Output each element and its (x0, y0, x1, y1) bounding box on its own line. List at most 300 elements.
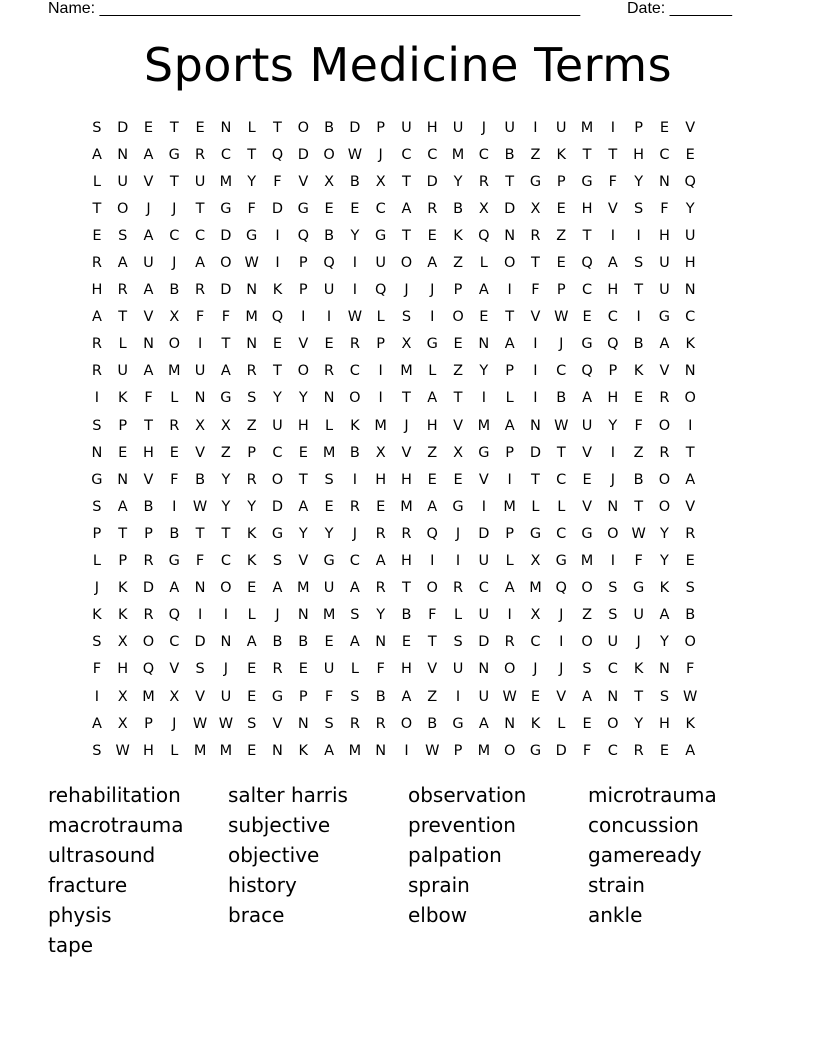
grid-letter: L (350, 661, 359, 678)
grid-letter: M (477, 742, 491, 759)
grid-letter: U (220, 688, 232, 705)
grid-letter: G (271, 688, 284, 705)
grid-letter: I (352, 282, 357, 299)
grid-row (84, 466, 734, 493)
grid-letter: G (555, 553, 567, 570)
grid-letter: Q (142, 661, 155, 678)
grid-letter: M (529, 580, 542, 597)
grid-row (84, 114, 734, 141)
grid-letter: T (273, 119, 282, 136)
grid-letter: Y (221, 471, 231, 488)
grid-letter: N (194, 580, 206, 597)
grid-letter: V (453, 417, 464, 434)
grid-letter: M (322, 607, 336, 624)
grid-letter: L (479, 255, 488, 272)
grid-letter: D (194, 634, 206, 651)
grid-letter: E (479, 309, 489, 326)
grid-letter: G (529, 173, 542, 190)
grid-letter: L (118, 336, 127, 353)
grid-letter: L (505, 553, 514, 570)
grid-letter: N (297, 607, 309, 624)
grid-letter: W (347, 309, 363, 326)
grid-letter: G (220, 390, 232, 407)
grid-letter: Y (273, 390, 282, 407)
grid-letter: U (272, 417, 283, 434)
word-bank-item: palpation (408, 843, 502, 867)
grid-letter: B (324, 227, 335, 244)
grid-letter: X (530, 200, 541, 217)
grid-letter: A (91, 715, 102, 732)
grid-letter: E (556, 255, 566, 272)
grid-letter: V (298, 336, 309, 353)
grid-letter: Z (220, 444, 231, 461)
grid-letter: Y (685, 200, 695, 217)
grid-row (84, 710, 734, 737)
grid-letter: A (143, 282, 154, 299)
grid-letter: V (169, 661, 180, 678)
grid-letter: S (608, 607, 618, 624)
grid-letter: U (504, 119, 515, 136)
grid-letter: H (607, 282, 619, 299)
grid-letter: D (349, 119, 361, 136)
grid-row (84, 141, 734, 168)
grid-letter: G (426, 336, 438, 353)
grid-letter: O (607, 525, 619, 542)
grid-letter: Y (298, 525, 308, 542)
grid-letter: R (143, 553, 154, 570)
grid-letter: F (582, 742, 592, 759)
grid-letter: N (246, 282, 258, 299)
grid-letter: T (505, 309, 515, 326)
grid-letter: O (607, 715, 619, 732)
grid-letter: K (556, 146, 566, 163)
grid-letter: R (659, 444, 670, 461)
grid-row (84, 304, 734, 331)
grid-letter: Q (478, 227, 490, 244)
grid-letter: Y (608, 417, 618, 434)
grid-letter: F (221, 309, 231, 326)
grid-letter: P (247, 444, 257, 461)
grid-letter: J (481, 119, 486, 136)
grid-letter: K (246, 525, 257, 542)
grid-letter: C (530, 634, 541, 651)
grid-letter: K (659, 580, 670, 597)
name-field[interactable]: Name: ______________________________________________________ (48, 0, 581, 17)
grid-letter: D (504, 200, 516, 217)
page-title: Sports Medicine Terms (143, 38, 673, 92)
grid-letter: T (634, 282, 644, 299)
grid-letter: V (582, 498, 592, 515)
grid-letter: R (91, 255, 102, 272)
grid-letter: P (453, 282, 463, 299)
grid-letter: Z (453, 363, 464, 380)
grid-letter: R (659, 390, 670, 407)
grid-letter: G (529, 525, 542, 542)
grid-letter: M (580, 553, 594, 570)
grid-letter: L (170, 390, 179, 407)
grid-letter: E (298, 444, 308, 461)
grid-letter: A (504, 336, 515, 353)
grid-letter: C (659, 146, 670, 163)
grid-letter: F (428, 607, 437, 624)
grid-row (84, 656, 734, 683)
grid-letter: N (478, 336, 490, 353)
grid-letter: U (323, 661, 335, 678)
grid-letter: D (117, 119, 129, 136)
grid-letter: Y (376, 607, 386, 624)
grid-letter: Q (555, 580, 567, 597)
grid-letter: Q (271, 309, 284, 326)
grid-letter: A (375, 553, 386, 570)
grid-letter: H (658, 227, 670, 244)
grid-letter: A (582, 688, 592, 705)
grid-letter: F (144, 390, 153, 407)
grid-letter: K (298, 742, 309, 759)
grid-letter: N (323, 390, 335, 407)
grid-letter: B (504, 146, 515, 163)
grid-letter: I (636, 309, 641, 326)
grid-letter: H (401, 661, 412, 678)
grid-letter: T (273, 363, 282, 380)
grid-letter: P (556, 282, 566, 299)
grid-letter: A (143, 146, 154, 163)
grid-letter: V (272, 715, 283, 732)
grid-letter: E (582, 715, 592, 732)
grid-row (84, 195, 734, 222)
grid-letter: U (117, 173, 128, 190)
word-bank-item: rehabilitation (48, 783, 181, 807)
grid-letter: L (376, 309, 385, 326)
grid-letter: X (530, 553, 541, 570)
grid-letter: U (684, 227, 696, 244)
grid-letter: M (219, 742, 233, 759)
grid-letter: P (118, 417, 128, 434)
grid-letter: B (633, 336, 644, 353)
grid-letter: V (195, 688, 206, 705)
grid-letter: J (404, 282, 409, 299)
grid-row (84, 629, 734, 656)
grid-letter: F (195, 553, 205, 570)
grid-letter: Q (374, 282, 387, 299)
grid-letter: U (659, 255, 670, 272)
grid-row (84, 683, 734, 710)
grid-letter: K (246, 553, 257, 570)
grid-row (84, 493, 734, 520)
grid-letter: C (607, 309, 618, 326)
grid-letter: N (220, 634, 232, 651)
grid-letter: K (633, 363, 644, 380)
grid-letter: E (530, 688, 541, 705)
grid-letter: M (580, 119, 594, 136)
grid-letter: R (349, 498, 360, 515)
grid-letter: X (453, 444, 464, 461)
grid-letter: B (453, 200, 464, 217)
grid-row (84, 249, 734, 276)
grid-letter: N (659, 661, 670, 678)
grid-letter: G (91, 471, 103, 488)
grid-letter: J (146, 200, 151, 217)
grid-letter: C (349, 363, 360, 380)
grid-letter: N (375, 634, 387, 651)
word-bank-item: prevention (408, 813, 516, 837)
grid-letter: U (478, 607, 490, 624)
grid-letter: P (505, 525, 515, 542)
grid-letter: E (324, 634, 334, 651)
grid-letter: B (685, 607, 696, 624)
grid-letter: T (169, 173, 179, 190)
grid-letter: M (219, 173, 233, 190)
grid-letter: M (245, 309, 258, 326)
grid-letter: A (401, 688, 412, 705)
grid-letter: S (350, 688, 360, 705)
grid-letter: R (169, 417, 180, 434)
grid-letter: J (352, 525, 357, 542)
grid-letter: Z (246, 417, 257, 434)
grid-letter: N (684, 363, 696, 380)
grid-letter: S (92, 417, 102, 434)
grid-letter: F (324, 688, 334, 705)
grid-letter: S (92, 742, 102, 759)
grid-letter: S (118, 227, 128, 244)
word-bank-item: tape (48, 933, 94, 957)
grid-letter: A (349, 634, 360, 651)
grid-letter: R (375, 580, 386, 597)
grid-letter: R (349, 336, 360, 353)
grid-letter: R (246, 363, 257, 380)
grid-letter: E (453, 471, 463, 488)
grid-letter: Q (581, 255, 593, 272)
grid-letter: U (659, 282, 670, 299)
grid-letter: Z (453, 255, 464, 272)
grid-letter: T (582, 146, 592, 163)
grid-letter: M (322, 444, 336, 461)
grid-letter: R (685, 525, 696, 542)
grid-letter: N (504, 227, 516, 244)
grid-letter: V (530, 309, 541, 326)
grid-letter: A (195, 255, 206, 272)
grid-letter: S (195, 661, 205, 678)
grid-letter: V (659, 363, 670, 380)
grid-letter: R (91, 363, 102, 380)
grid-letter: X (117, 688, 128, 705)
grid-letter: B (375, 688, 386, 705)
grid-letter: J (275, 607, 280, 624)
grid-letter: H (633, 146, 645, 163)
grid-letter: O (658, 417, 671, 434)
grid-letter: A (246, 634, 257, 651)
grid-letter: D (529, 444, 542, 461)
date-field[interactable]: Date: _______ (627, 0, 732, 17)
grid-letter: L (92, 553, 101, 570)
grid-letter: J (404, 417, 409, 434)
grid-letter: X (220, 417, 231, 434)
grid-letter: X (375, 444, 386, 461)
grid-letter: T (118, 309, 128, 326)
grid-letter: O (581, 580, 593, 597)
grid-letter: Y (247, 498, 257, 515)
grid-letter: B (272, 634, 283, 651)
grid-letter: B (633, 471, 644, 488)
grid-letter: E (247, 661, 257, 678)
grid-letter: R (349, 715, 360, 732)
grid-letter: E (401, 634, 412, 651)
grid-letter: M (400, 498, 413, 515)
grid-letter: H (401, 471, 412, 488)
grid-letter: W (631, 525, 646, 542)
grid-letter: M (193, 742, 207, 759)
grid-letter: P (298, 255, 308, 272)
grid-letter: M (348, 742, 362, 759)
grid-letter: N (117, 471, 129, 488)
grid-letter: B (298, 634, 309, 651)
grid-letter: B (195, 471, 206, 488)
grid-letter: S (247, 715, 257, 732)
grid-letter: Y (634, 715, 644, 732)
grid-letter: D (271, 200, 284, 217)
grid-letter: L (247, 607, 256, 624)
grid-letter: I (352, 471, 357, 488)
grid-letter: N (297, 715, 309, 732)
grid-letter: G (297, 200, 309, 217)
grid-letter: I (610, 553, 615, 570)
grid-letter: X (169, 309, 180, 326)
grid-letter: U (607, 634, 619, 651)
grid-letter: V (195, 444, 206, 461)
grid-letter: E (582, 471, 592, 488)
grid-letter: H (426, 417, 438, 434)
grid-letter: X (169, 688, 180, 705)
grid-letter: P (298, 282, 308, 299)
grid-letter: C (349, 553, 360, 570)
grid-letter: L (557, 715, 566, 732)
grid-letter: S (634, 200, 644, 217)
grid-letter: R (246, 471, 257, 488)
grid-letter: H (91, 282, 103, 299)
grid-letter: A (659, 607, 670, 624)
grid-letter: T (685, 444, 695, 461)
grid-letter: O (503, 255, 516, 272)
grid-letter: K (685, 715, 695, 732)
grid-letter: E (92, 227, 102, 244)
grid-letter: U (478, 553, 490, 570)
grid-letter: W (554, 417, 569, 434)
grid-row (84, 575, 734, 602)
grid-letter: T (582, 227, 592, 244)
grid-letter: H (143, 742, 154, 759)
grid-letter: C (685, 309, 696, 326)
grid-letter: G (323, 553, 335, 570)
grid-letter: G (658, 309, 671, 326)
grid-letter: O (168, 336, 180, 353)
grid-letter: Y (221, 498, 231, 515)
grid-letter: X (117, 634, 128, 651)
grid-letter: L (92, 173, 101, 190)
grid-letter: T (505, 173, 515, 190)
grid-letter: U (143, 255, 154, 272)
grid-letter: S (324, 471, 334, 488)
grid-letter: T (453, 390, 463, 407)
grid-letter: T (531, 255, 540, 272)
grid-letter: T (118, 525, 128, 542)
grid-letter: K (117, 390, 128, 407)
grid-letter: H (401, 553, 412, 570)
grid-letter: A (427, 255, 438, 272)
grid-letter: N (684, 282, 696, 299)
grid-letter: O (220, 255, 232, 272)
grid-letter: C (427, 146, 438, 163)
grid-letter: T (402, 227, 411, 244)
word-bank-item: history (228, 873, 297, 897)
grid-letter: U (117, 363, 128, 380)
grid-letter: F (531, 282, 540, 299)
grid-letter: A (427, 390, 438, 407)
grid-letter: C (401, 146, 412, 163)
grid-letter: G (168, 553, 180, 570)
grid-letter: T (221, 336, 231, 353)
grid-letter: W (115, 742, 130, 759)
grid-letter: D (142, 580, 155, 597)
grid-letter: H (143, 444, 154, 461)
word-bank-item: gameready (588, 843, 702, 867)
grid-letter: A (659, 336, 670, 353)
word-bank-item: physis (48, 903, 112, 927)
grid-letter: B (349, 173, 360, 190)
grid-letter: O (400, 715, 413, 732)
grid-letter: W (218, 715, 234, 732)
grid-letter: P (92, 525, 102, 542)
grid-letter: S (92, 634, 102, 651)
grid-letter: I (378, 390, 383, 407)
grid-letter: Q (323, 255, 335, 272)
grid-letter: G (633, 580, 645, 597)
grid-letter: G (220, 200, 232, 217)
grid-letter: T (402, 173, 411, 190)
grid-letter: O (142, 634, 155, 651)
grid-letter: O (349, 390, 361, 407)
grid-letter: I (559, 634, 564, 651)
grid-letter: J (172, 200, 177, 217)
grid-letter: B (169, 282, 180, 299)
grid-letter: T (556, 444, 566, 461)
grid-letter: V (607, 200, 618, 217)
grid-row (84, 439, 734, 466)
grid-letter: S (685, 580, 695, 597)
grid-letter: Y (660, 553, 669, 570)
grid-letter: R (143, 607, 154, 624)
grid-letter: O (220, 580, 232, 597)
grid-letter: E (582, 309, 592, 326)
grid-letter: C (478, 580, 489, 597)
grid-letter: Y (298, 390, 308, 407)
grid-letter: S (401, 309, 412, 326)
grid-row (84, 520, 734, 547)
grid-letter: A (607, 255, 618, 272)
grid-letter: I (455, 688, 461, 705)
grid-letter: N (504, 715, 516, 732)
grid-letter: M (451, 146, 465, 163)
grid-letter: O (684, 634, 696, 651)
grid-letter: J (172, 715, 177, 732)
grid-letter: K (117, 580, 128, 597)
grid-letter: H (658, 715, 670, 732)
word-bank-item: brace (228, 903, 285, 927)
grid-letter: R (530, 227, 541, 244)
word-bank-item: salter harris (228, 783, 348, 807)
grid-letter: K (272, 282, 283, 299)
grid-letter: T (402, 390, 411, 407)
grid-letter: R (91, 336, 102, 353)
grid-letter: D (297, 146, 309, 163)
